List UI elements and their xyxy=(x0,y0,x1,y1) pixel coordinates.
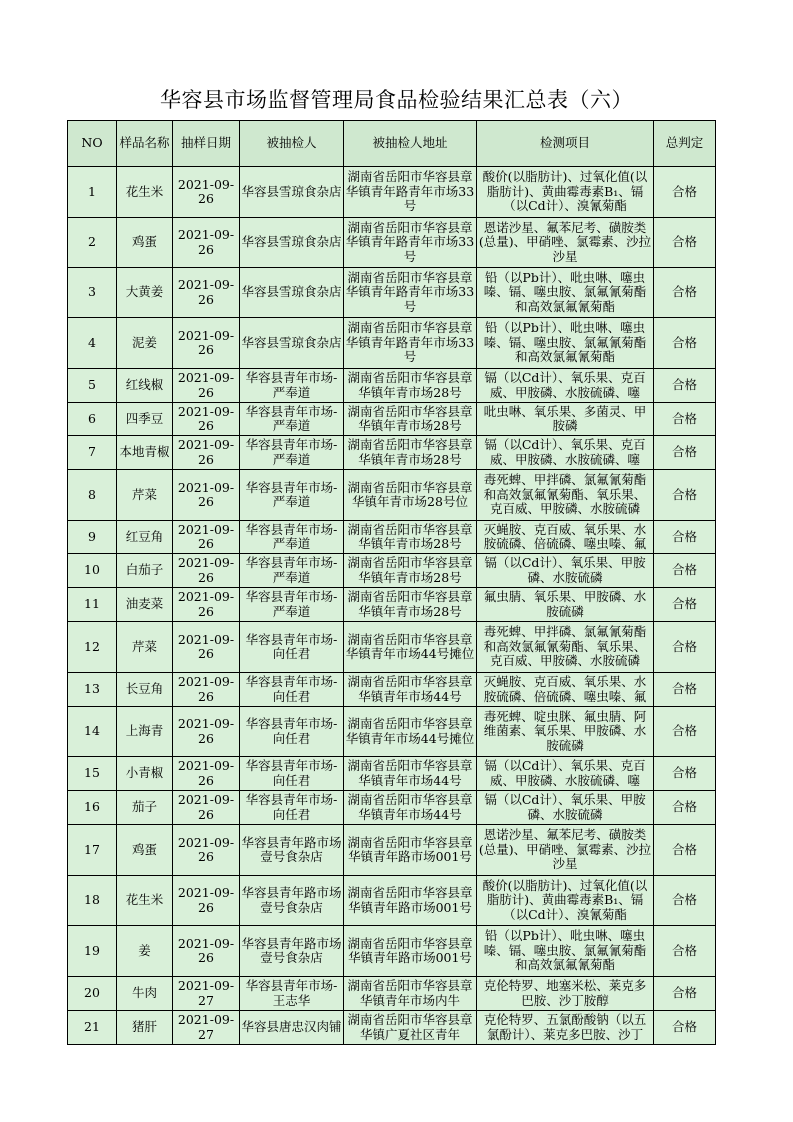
verdict: 合格 xyxy=(654,369,716,403)
sampling-date: 2021-09-26 xyxy=(173,403,240,436)
sampling-date: 2021-09-26 xyxy=(173,588,240,622)
inspected-address: 湖南省岳阳市华容县章华镇年青市场28号位 xyxy=(344,470,477,521)
inspected-address: 湖南省岳阳市华容县章华镇年青市场28号 xyxy=(344,554,477,588)
sampling-date: 2021-09-26 xyxy=(173,470,240,521)
sample-name: 牛肉 xyxy=(117,977,173,1011)
row-number: 6 xyxy=(68,403,117,436)
sample-name: 小青椒 xyxy=(117,757,173,791)
table-row xyxy=(68,167,716,218)
row-number: 11 xyxy=(68,588,117,622)
sample-name: 红线椒 xyxy=(117,369,173,403)
verdict: 合格 xyxy=(654,403,716,436)
inspected-party: 华容县雪琼食杂店 xyxy=(240,318,344,369)
test-items: 铅（以Pb计）、吡虫啉、噻虫嗪、镉、噻虫胺、氯氟氰菊酯和高效氯氟氰菊酯 xyxy=(477,926,654,977)
verdict: 合格 xyxy=(654,167,716,218)
sample-name: 姜 xyxy=(117,926,173,977)
row-number: 18 xyxy=(68,876,117,926)
test-items: 镉（以Cd计）、氧乐果、克百威、甲胺磷、水胺硫磷、噻 xyxy=(477,757,654,791)
inspected-address: 湖南省岳阳市华容县章华镇青年市场44号 xyxy=(344,791,477,825)
test-items: 毒死蜱、甲拌磷、氯氟氰菊酯和高效氯氟氰菊酯、氧乐果、克百威、甲胺磷、水胺硫磷 xyxy=(477,470,654,521)
row-number: 3 xyxy=(68,268,117,318)
row-number: 21 xyxy=(68,1011,117,1045)
inspected-address: 湖南省岳阳市华容县章华镇年青市场28号 xyxy=(344,436,477,470)
inspected-address: 湖南省岳阳市华容县章华镇青年市场44号摊位 xyxy=(344,707,477,757)
sampling-date: 2021-09-26 xyxy=(173,622,240,673)
table-row xyxy=(68,757,716,791)
row-number: 2 xyxy=(68,218,117,268)
sample-name: 本地青椒 xyxy=(117,436,173,470)
sample-name: 芹菜 xyxy=(117,622,173,673)
verdict: 合格 xyxy=(654,554,716,588)
row-number: 19 xyxy=(68,926,117,977)
inspected-party: 华容县青年市场-向任君 xyxy=(240,757,344,791)
test-items: 镉（以Cd计）、氧乐果、甲胺磷、水胺硫磷 xyxy=(477,791,654,825)
sampling-date: 2021-09-26 xyxy=(173,369,240,403)
header-inspected-party: 被抽检人 xyxy=(240,121,344,167)
sampling-date: 2021-09-27 xyxy=(173,1011,240,1045)
inspected-address: 湖南省岳阳市华容县章华镇青年路青年市场33号 xyxy=(344,167,477,218)
table-row xyxy=(68,622,716,673)
inspected-party: 华容县青年市场-向任君 xyxy=(240,791,344,825)
sampling-date: 2021-09-26 xyxy=(173,167,240,218)
test-items: 铅（以Pb计）、吡虫啉、噻虫嗪、镉、噻虫胺、氯氟氰菊酯和高效氯氟氰菊酯 xyxy=(477,318,654,369)
inspected-address: 湖南省岳阳市华容县章华镇青年路青年市场33号 xyxy=(344,318,477,369)
sampling-date: 2021-09-26 xyxy=(173,268,240,318)
verdict: 合格 xyxy=(654,673,716,707)
inspected-party: 华容县雪琼食杂店 xyxy=(240,268,344,318)
sampling-date: 2021-09-27 xyxy=(173,977,240,1011)
sample-name: 泥姜 xyxy=(117,318,173,369)
verdict: 合格 xyxy=(654,470,716,521)
inspected-address: 湖南省岳阳市华容县章华镇年青市场28号 xyxy=(344,521,477,554)
test-items: 铅（以Pb计）、吡虫啉、噻虫嗪、镉、噻虫胺、氯氟氰菊酯和高效氯氟氰菊酯 xyxy=(477,268,654,318)
inspected-party: 华容县唐忠汉肉铺 xyxy=(240,1011,344,1045)
sample-name: 油麦菜 xyxy=(117,588,173,622)
inspected-party: 华容县青年路市场壹号食杂店 xyxy=(240,825,344,876)
verdict: 合格 xyxy=(654,791,716,825)
inspected-party: 华容县雪琼食杂店 xyxy=(240,167,344,218)
inspected-party: 华容县青年市场-严奉道 xyxy=(240,436,344,470)
sample-name: 长豆角 xyxy=(117,673,173,707)
test-items: 恩诺沙星、氟苯尼考、磺胺类(总量)、甲硝唑、氯霉素、沙拉沙星 xyxy=(477,218,654,268)
sampling-date: 2021-09-26 xyxy=(173,436,240,470)
table-row xyxy=(68,403,716,436)
verdict: 合格 xyxy=(654,218,716,268)
inspected-address: 湖南省岳阳市华容县章华镇青年路市场001号 xyxy=(344,926,477,977)
inspected-party: 华容县青年市场-王志华 xyxy=(240,977,344,1011)
row-number: 9 xyxy=(68,521,117,554)
row-number: 15 xyxy=(68,757,117,791)
test-items: 镉（以Cd计）、氧乐果、甲胺磷、水胺硫磷 xyxy=(477,554,654,588)
table-row xyxy=(68,268,716,318)
sample-name: 白茄子 xyxy=(117,554,173,588)
table-row xyxy=(68,318,716,369)
inspected-party: 华容县青年市场-严奉道 xyxy=(240,470,344,521)
row-number: 14 xyxy=(68,707,117,757)
row-number: 4 xyxy=(68,318,117,369)
header-sample-name: 样品名称 xyxy=(117,121,173,167)
verdict: 合格 xyxy=(654,622,716,673)
header-verdict: 总判定 xyxy=(654,121,716,167)
inspected-party: 华容县青年市场-向任君 xyxy=(240,673,344,707)
sampling-date: 2021-09-26 xyxy=(173,673,240,707)
inspected-address: 湖南省岳阳市华容县章华镇青年市场44号 xyxy=(344,757,477,791)
inspected-address: 湖南省岳阳市华容县章华镇广夏社区青年 xyxy=(344,1011,477,1045)
row-number: 5 xyxy=(68,369,117,403)
table-row xyxy=(68,369,716,403)
header-test-items: 检测项目 xyxy=(477,121,654,167)
inspected-address: 湖南省岳阳市华容县章华镇青年路市场001号 xyxy=(344,825,477,876)
page-title: 华容县市场监督管理局食品检验结果汇总表（六） xyxy=(160,88,633,112)
test-items: 灭蝇胺、克百威、氧乐果、水胺硫磷、倍硫磷、噻虫嗪、氟 xyxy=(477,673,654,707)
test-items: 酸价(以脂肪计)、过氧化值(以脂肪计)、黄曲霉毒素B₁、镉（以Cd计）、溴氰菊酯 xyxy=(477,167,654,218)
inspected-party: 华容县青年市场-向任君 xyxy=(240,622,344,673)
verdict: 合格 xyxy=(654,521,716,554)
table-row xyxy=(68,554,716,588)
table-row xyxy=(68,673,716,707)
inspected-party: 华容县青年市场-严奉道 xyxy=(240,554,344,588)
test-items: 克伦特罗、地塞米松、莱克多巴胺、沙丁胺醇 xyxy=(477,977,654,1011)
table-row xyxy=(68,436,716,470)
row-number: 7 xyxy=(68,436,117,470)
row-number: 16 xyxy=(68,791,117,825)
table-row xyxy=(68,470,716,521)
verdict: 合格 xyxy=(654,588,716,622)
sampling-date: 2021-09-26 xyxy=(173,825,240,876)
table-row xyxy=(68,521,716,554)
table-row xyxy=(68,1011,716,1045)
sample-name: 茄子 xyxy=(117,791,173,825)
inspected-address: 湖南省岳阳市华容县章华镇年青市场28号 xyxy=(344,588,477,622)
sample-name: 猪肝 xyxy=(117,1011,173,1045)
sample-name: 红豆角 xyxy=(117,521,173,554)
inspected-party: 华容县青年市场-严奉道 xyxy=(240,521,344,554)
sampling-date: 2021-09-26 xyxy=(173,554,240,588)
test-items: 毒死蜱、啶虫脒、氟虫腈、阿维菌素、氧乐果、甲胺磷、水胺硫磷 xyxy=(477,707,654,757)
table-row xyxy=(68,926,716,977)
inspected-party: 华容县青年市场-向任君 xyxy=(240,707,344,757)
inspected-address: 湖南省岳阳市华容县章华镇年青市场28号 xyxy=(344,369,477,403)
header-sampling-date: 抽样日期 xyxy=(173,121,240,167)
sample-name: 上海青 xyxy=(117,707,173,757)
inspected-address: 湖南省岳阳市华容县章华镇青年市场44号 xyxy=(344,673,477,707)
test-items: 镉（以Cd计）、氧乐果、克百威、甲胺磷、水胺硫磷、噻 xyxy=(477,369,654,403)
row-number: 13 xyxy=(68,673,117,707)
sampling-date: 2021-09-26 xyxy=(173,521,240,554)
test-items: 氟虫腈、氧乐果、甲胺磷、水胺硫磷 xyxy=(477,588,654,622)
inspected-party: 华容县青年市场-严奉道 xyxy=(240,588,344,622)
row-number: 10 xyxy=(68,554,117,588)
verdict: 合格 xyxy=(654,436,716,470)
sampling-date: 2021-09-26 xyxy=(173,926,240,977)
inspected-address: 湖南省岳阳市华容县章华镇青年市场44号摊位 xyxy=(344,622,477,673)
sample-name: 四季豆 xyxy=(117,403,173,436)
inspected-address: 湖南省岳阳市华容县章华镇青年市场内牛 xyxy=(344,977,477,1011)
verdict: 合格 xyxy=(654,825,716,876)
table-row xyxy=(68,707,716,757)
table-row xyxy=(68,825,716,876)
verdict: 合格 xyxy=(654,1011,716,1045)
sample-name: 大黄姜 xyxy=(117,268,173,318)
table-row xyxy=(68,977,716,1011)
test-items: 镉（以Cd计）、氧乐果、克百威、甲胺磷、水胺硫磷、噻 xyxy=(477,436,654,470)
row-number: 8 xyxy=(68,470,117,521)
inspected-address: 湖南省岳阳市华容县章华镇年青市场28号 xyxy=(344,403,477,436)
row-number: 20 xyxy=(68,977,117,1011)
sample-name: 鸡蛋 xyxy=(117,218,173,268)
sample-name: 芹菜 xyxy=(117,470,173,521)
results-table xyxy=(67,120,716,1045)
verdict: 合格 xyxy=(654,707,716,757)
test-items: 毒死蜱、甲拌磷、氯氟氰菊酯和高效氯氟氰菊酯、氧乐果、克百威、甲胺磷、水胺硫磷 xyxy=(477,622,654,673)
test-items: 吡虫啉、氧乐果、多菌灵、甲胺磷 xyxy=(477,403,654,436)
sampling-date: 2021-09-26 xyxy=(173,876,240,926)
sample-name: 鸡蛋 xyxy=(117,825,173,876)
table-row xyxy=(68,218,716,268)
inspected-party: 华容县青年市场-严奉道 xyxy=(240,369,344,403)
inspected-address: 湖南省岳阳市华容县章华镇青年路青年市场33号 xyxy=(344,268,477,318)
verdict: 合格 xyxy=(654,977,716,1011)
sampling-date: 2021-09-26 xyxy=(173,318,240,369)
inspected-party: 华容县雪琼食杂店 xyxy=(240,218,344,268)
table-header-row xyxy=(68,121,716,167)
inspected-party: 华容县青年市场-严奉道 xyxy=(240,403,344,436)
row-number: 17 xyxy=(68,825,117,876)
inspected-address: 湖南省岳阳市华容县章华镇青年路青年市场33号 xyxy=(344,218,477,268)
header-no: NO xyxy=(68,121,117,167)
header-address: 被抽检人地址 xyxy=(344,121,477,167)
sample-name: 花生米 xyxy=(117,876,173,926)
sampling-date: 2021-09-26 xyxy=(173,707,240,757)
sampling-date: 2021-09-26 xyxy=(173,218,240,268)
sample-name: 花生米 xyxy=(117,167,173,218)
row-number: 12 xyxy=(68,622,117,673)
test-items: 酸价(以脂肪计)、过氧化值(以脂肪计)、黄曲霉毒素B₁、镉（以Cd计）、溴氰菊酯 xyxy=(477,876,654,926)
sampling-date: 2021-09-26 xyxy=(173,757,240,791)
verdict: 合格 xyxy=(654,926,716,977)
row-number: 1 xyxy=(68,167,117,218)
verdict: 合格 xyxy=(654,318,716,369)
table-row xyxy=(68,876,716,926)
sampling-date: 2021-09-26 xyxy=(173,791,240,825)
test-items: 灭蝇胺、克百威、氧乐果、水胺硫磷、倍硫磷、噻虫嗪、氟 xyxy=(477,521,654,554)
inspected-party: 华容县青年路市场壹号食杂店 xyxy=(240,926,344,977)
inspected-address: 湖南省岳阳市华容县章华镇青年路市场001号 xyxy=(344,876,477,926)
verdict: 合格 xyxy=(654,876,716,926)
inspected-party: 华容县青年路市场壹号食杂店 xyxy=(240,876,344,926)
verdict: 合格 xyxy=(654,268,716,318)
test-items: 恩诺沙星、氟苯尼考、磺胺类(总量)、甲硝唑、氯霉素、沙拉沙星 xyxy=(477,825,654,876)
table-row xyxy=(68,588,716,622)
test-items: 克伦特罗、五氯酚酸钠（以五氯酚计）、莱克多巴胺、沙丁 xyxy=(477,1011,654,1045)
table-row xyxy=(68,791,716,825)
verdict: 合格 xyxy=(654,757,716,791)
